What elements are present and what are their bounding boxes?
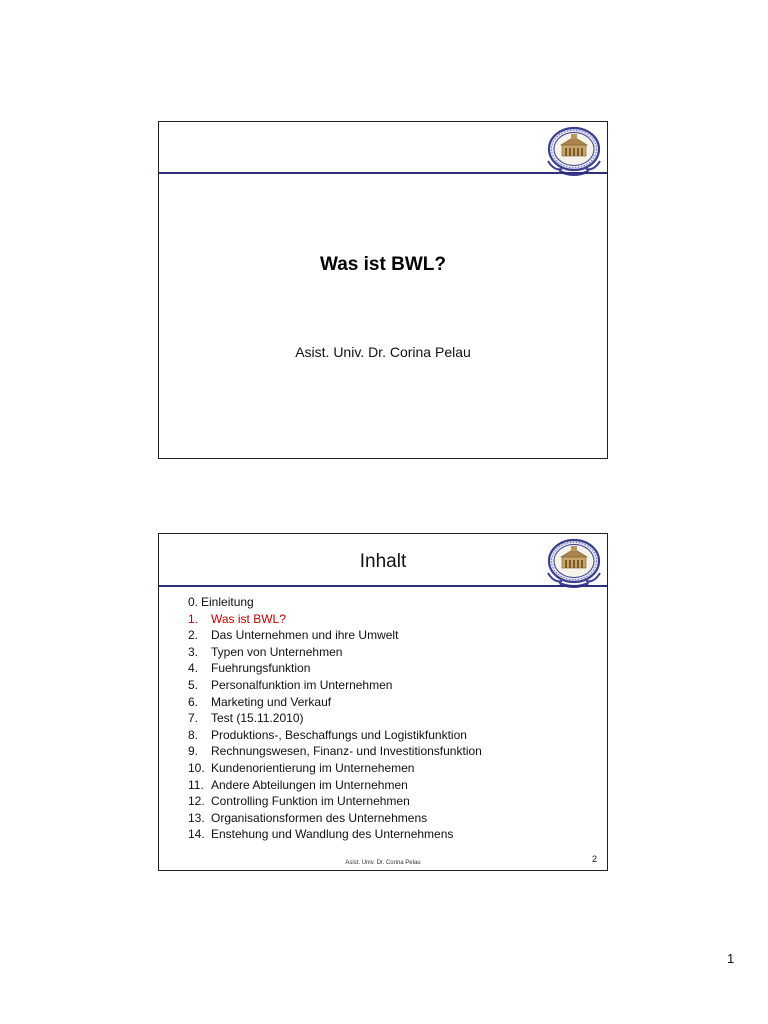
toc-item bbox=[188, 826, 482, 843]
toc-item bbox=[188, 677, 482, 694]
slide-1 bbox=[158, 121, 608, 459]
university-seal-icon bbox=[544, 125, 604, 177]
slide-title: Was ist BWL? bbox=[320, 254, 446, 275]
toc-item-label: Test (15.11.2010) bbox=[211, 711, 304, 726]
toc-item-number: 7. bbox=[188, 711, 199, 726]
toc-item-label: Rechnungswesen, Finanz- und Investitionsfunktion bbox=[211, 744, 482, 759]
toc-item bbox=[188, 793, 482, 810]
toc-item bbox=[188, 644, 482, 661]
toc-item bbox=[188, 694, 482, 711]
header-bar bbox=[159, 585, 607, 587]
toc-item bbox=[188, 743, 482, 760]
toc-item-label: Personalfunktion im Unternehmen bbox=[211, 677, 393, 692]
toc-item-number: 2. bbox=[188, 628, 199, 643]
slide-number: 2 bbox=[591, 854, 597, 864]
table-of-contents bbox=[188, 594, 482, 843]
toc-item-label: Einleitung bbox=[201, 595, 254, 609]
slide-title: Inhalt bbox=[359, 551, 407, 572]
toc-item bbox=[188, 710, 482, 727]
toc-item-label: Das Unternehmen und ihre Umwelt bbox=[211, 628, 399, 643]
slide-footer: Asist. Univ. Dr. Corina Pelau bbox=[345, 860, 421, 866]
toc-item bbox=[188, 611, 482, 628]
toc-item-number: 10. bbox=[188, 760, 205, 775]
toc-item-label: Enstehung und Wandlung des Unternehmens bbox=[211, 827, 454, 842]
toc-item bbox=[188, 627, 482, 644]
slide-author: Asist. Univ. Dr. Corina Pelau bbox=[295, 344, 471, 360]
toc-item-number: 13. bbox=[188, 810, 205, 825]
toc-item-label: Controlling Funktion im Unternehmen bbox=[211, 794, 410, 809]
slide-2 bbox=[158, 533, 608, 871]
toc-item-label: Typen von Unternehmen bbox=[211, 644, 343, 659]
toc-item-number: 5. bbox=[188, 677, 199, 692]
toc-item bbox=[188, 594, 482, 611]
toc-item-label: Organisationsformen des Unternehmens bbox=[211, 810, 428, 825]
toc-item-label: Was ist BWL? bbox=[211, 611, 286, 626]
toc-item-number: 11. bbox=[188, 777, 204, 792]
toc-item-label: Andere Abteilungen im Unternehmen bbox=[211, 777, 408, 792]
toc-item-number: 6. bbox=[188, 694, 199, 709]
toc-item-label: Kundenorientierung im Unternehemen bbox=[211, 760, 415, 775]
toc-item bbox=[188, 760, 482, 777]
toc-item bbox=[188, 727, 482, 744]
toc-item-label: Marketing und Verkauf bbox=[211, 694, 332, 709]
toc-item-number: 0. bbox=[188, 595, 199, 609]
toc-item-number: 8. bbox=[188, 727, 199, 742]
toc-item-number: 12. bbox=[188, 794, 205, 809]
toc-item-number: 3. bbox=[188, 644, 199, 659]
toc-item bbox=[188, 777, 482, 794]
toc-item-number: 14. bbox=[188, 827, 205, 842]
toc-item bbox=[188, 660, 482, 677]
toc-item-number: 4. bbox=[188, 661, 199, 676]
toc-item-label: Produktions-, Beschaffungs und Logistikfunktion bbox=[211, 727, 467, 742]
toc-item-label: Fuehrungsfunktion bbox=[211, 661, 311, 676]
toc-item bbox=[188, 810, 482, 827]
header-bar bbox=[159, 172, 607, 174]
toc-item-number: 1. bbox=[188, 611, 199, 626]
toc-item-number: 9. bbox=[188, 744, 199, 759]
page-number: 1 bbox=[727, 951, 735, 966]
